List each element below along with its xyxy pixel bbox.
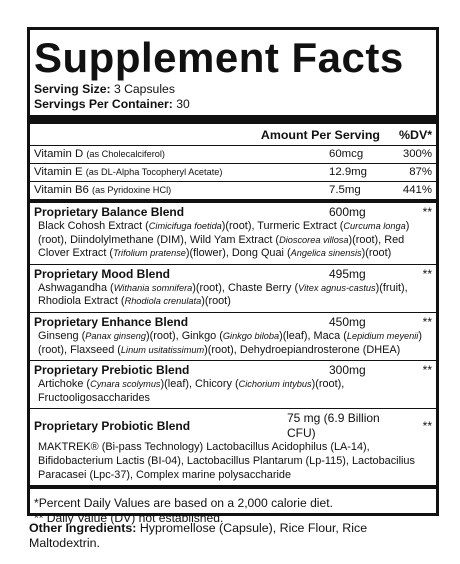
blend-dv: **: [422, 205, 432, 219]
blend-section: [34, 265, 432, 312]
footnote-not-established: ** Daily Value (DV) not established.: [34, 511, 224, 526]
blend-header: [34, 205, 432, 220]
panel-title: Supplement Facts: [34, 34, 404, 81]
ingredient-text: )(root), Dehydroepiandrosterone (DHEA): [204, 343, 401, 356]
latin-name: Rhodiola crenulata: [124, 296, 202, 307]
blend-section: [34, 409, 432, 485]
vitamin-source: (as Pyridoxine HCl): [92, 185, 172, 195]
other-ingredients-label: Other Ingredients:: [29, 521, 137, 535]
serving-size-value: 3 Capsules: [113, 82, 175, 96]
vitamin-name-cell: [34, 183, 329, 198]
ingredient-text: Ashwagandha (: [38, 281, 114, 294]
serving-size-label: Serving Size:: [34, 82, 111, 96]
blend-dv: **: [422, 418, 432, 433]
blend-name: Proprietary Enhance Blend: [34, 314, 189, 329]
ingredient-text: )(root), Diindolylmethane (DIM), Wild Yam Extract (: [38, 220, 410, 246]
vitamin-amount: 60mcg: [329, 148, 364, 160]
latin-name: Angelica sinensis: [290, 248, 362, 259]
dv-header: %DV*: [399, 127, 433, 142]
vitamin-dv: 87%: [409, 166, 432, 178]
vitamin-name: Vitamin D: [34, 148, 84, 160]
blend-name: Proprietary Balance Blend: [34, 205, 185, 219]
ingredient-text: Artichoke (: [38, 378, 91, 391]
servings-per-container: [34, 97, 432, 112]
amount-per-serving-header: Amount Per Serving: [260, 127, 380, 142]
blend-dv: **: [422, 363, 432, 378]
footnote-dv: *Percent Daily Values are based on a 2,000 calorie diet.: [34, 496, 333, 511]
latin-name: Cynara scolymus: [90, 379, 161, 390]
blend-ingredients: [34, 378, 432, 405]
latin-name: Cichorium intybus: [238, 379, 312, 390]
blend-name: Proprietary Mood Blend: [34, 266, 171, 281]
vitamin-name: Vitamin E: [34, 166, 83, 178]
blend-ingredients: [34, 220, 432, 261]
blend-ingredients: [34, 282, 432, 309]
ingredient-text: Ginseng (: [38, 329, 86, 342]
vitamin-amount: 12.9mg: [329, 166, 367, 178]
thick-divider: [30, 115, 436, 124]
blend-dv: **: [422, 266, 432, 281]
latin-name: Ginkgo biloba: [222, 330, 280, 341]
vitamin-name: Vitamin B6: [34, 184, 89, 196]
latin-name: Trifolium pratense: [113, 248, 186, 259]
blend-amount: 600mg: [329, 205, 366, 219]
latin-name: Lepidium meyenii: [346, 330, 419, 341]
ingredient-text: )(root), Turmeric Extract (: [221, 220, 344, 232]
ingredient-text: )(root), Flaxseed (: [38, 329, 422, 356]
ingredient-text: )(fruit), Rhodiola Extract (: [38, 281, 408, 308]
vitamin-name-cell: [34, 147, 329, 162]
ingredient-text: )(root): [201, 295, 231, 308]
vitamin-source: (as Cholecalciferol): [86, 149, 165, 159]
blend-ingredients: [34, 441, 432, 482]
latin-name: Linum usitatissimum: [120, 344, 205, 355]
latin-name: Withania somnifera: [113, 282, 193, 293]
servings-per-container-label: Servings Per Container:: [34, 97, 173, 111]
blend-header: [34, 267, 432, 282]
ingredient-text: MAKTREK® (Bi-pass Technology) Lactobacillus Acidophilus (LA-14), Bifidobacterium Lactis (BI-04), Lactobacillus Plantarum (Lp-115), Lactobacilius Paracasei (Lpc-37), Complex marine polysaccharide: [38, 441, 415, 481]
vitamin-amount: 7.5mg: [329, 184, 361, 196]
ingredient-text: )(root), Red Clover Extract (: [38, 233, 405, 260]
ingredient-text: )(root): [361, 247, 392, 260]
blend-amount: 300mg: [329, 363, 366, 378]
vitamin-name-cell: [34, 165, 329, 180]
vitamin-row: [34, 164, 432, 181]
blend-name: Proprietary Prebiotic Blend: [34, 363, 190, 378]
servings-per-container-value: 30: [176, 97, 190, 111]
blend-name: Proprietary Probiotic Blend: [34, 418, 191, 433]
ingredient-text: )(leaf), Chicory (: [160, 378, 239, 391]
blend-section: [34, 313, 432, 360]
blend-section: [34, 361, 432, 408]
ingredient-text: )(root), Chaste Berry (: [192, 281, 299, 294]
vitamin-list: [34, 146, 432, 199]
blend-amount: 75 mg (6.9 Billion CFU): [287, 411, 380, 441]
ingredient-text: )(root), Fructooligosaccharides: [38, 378, 345, 404]
ingredient-text: )(flower), Dong Quai (: [185, 247, 291, 260]
supplement-facts-panel: [27, 27, 439, 526]
blend-header: [34, 363, 432, 378]
blend-header: [34, 315, 432, 330]
blend-amount: 450mg: [329, 314, 366, 329]
latin-name: Vitex agnus-castus: [298, 282, 376, 293]
ingredient-text: Black Cohosh Extract (: [38, 220, 149, 232]
vitamin-dv: 441%: [402, 184, 432, 196]
latin-name: Dioscorea villosa: [279, 234, 349, 245]
blend-header: [34, 411, 432, 441]
blend-ingredients: [34, 330, 432, 357]
vitamin-row: [34, 146, 432, 163]
blend-section: [34, 203, 432, 264]
latin-name: Cimicifuga foetida: [148, 221, 222, 231]
serving-size: [34, 82, 432, 97]
amount-header: [34, 124, 432, 145]
other-ingredients-value: Hypromellose (Capsule), Rice Flour, Rice Maltodextrin.: [29, 521, 368, 550]
vitamin-source: (as DL-Alpha Tocopheryl Acetate): [85, 167, 223, 177]
other-ingredients: [29, 521, 439, 551]
blend-dv: **: [422, 314, 432, 329]
latin-name: Panax ginseng: [85, 330, 147, 341]
ingredient-text: )(root), Ginkgo (: [146, 329, 223, 342]
blend-list: [34, 203, 432, 485]
ingredient-text: )(leaf), Maca (: [279, 329, 347, 342]
blend-amount: 495mg: [329, 266, 366, 281]
latin-name: Curcuma longa: [343, 221, 406, 231]
vitamin-row: [34, 182, 432, 199]
vitamin-dv: 300%: [402, 148, 432, 160]
